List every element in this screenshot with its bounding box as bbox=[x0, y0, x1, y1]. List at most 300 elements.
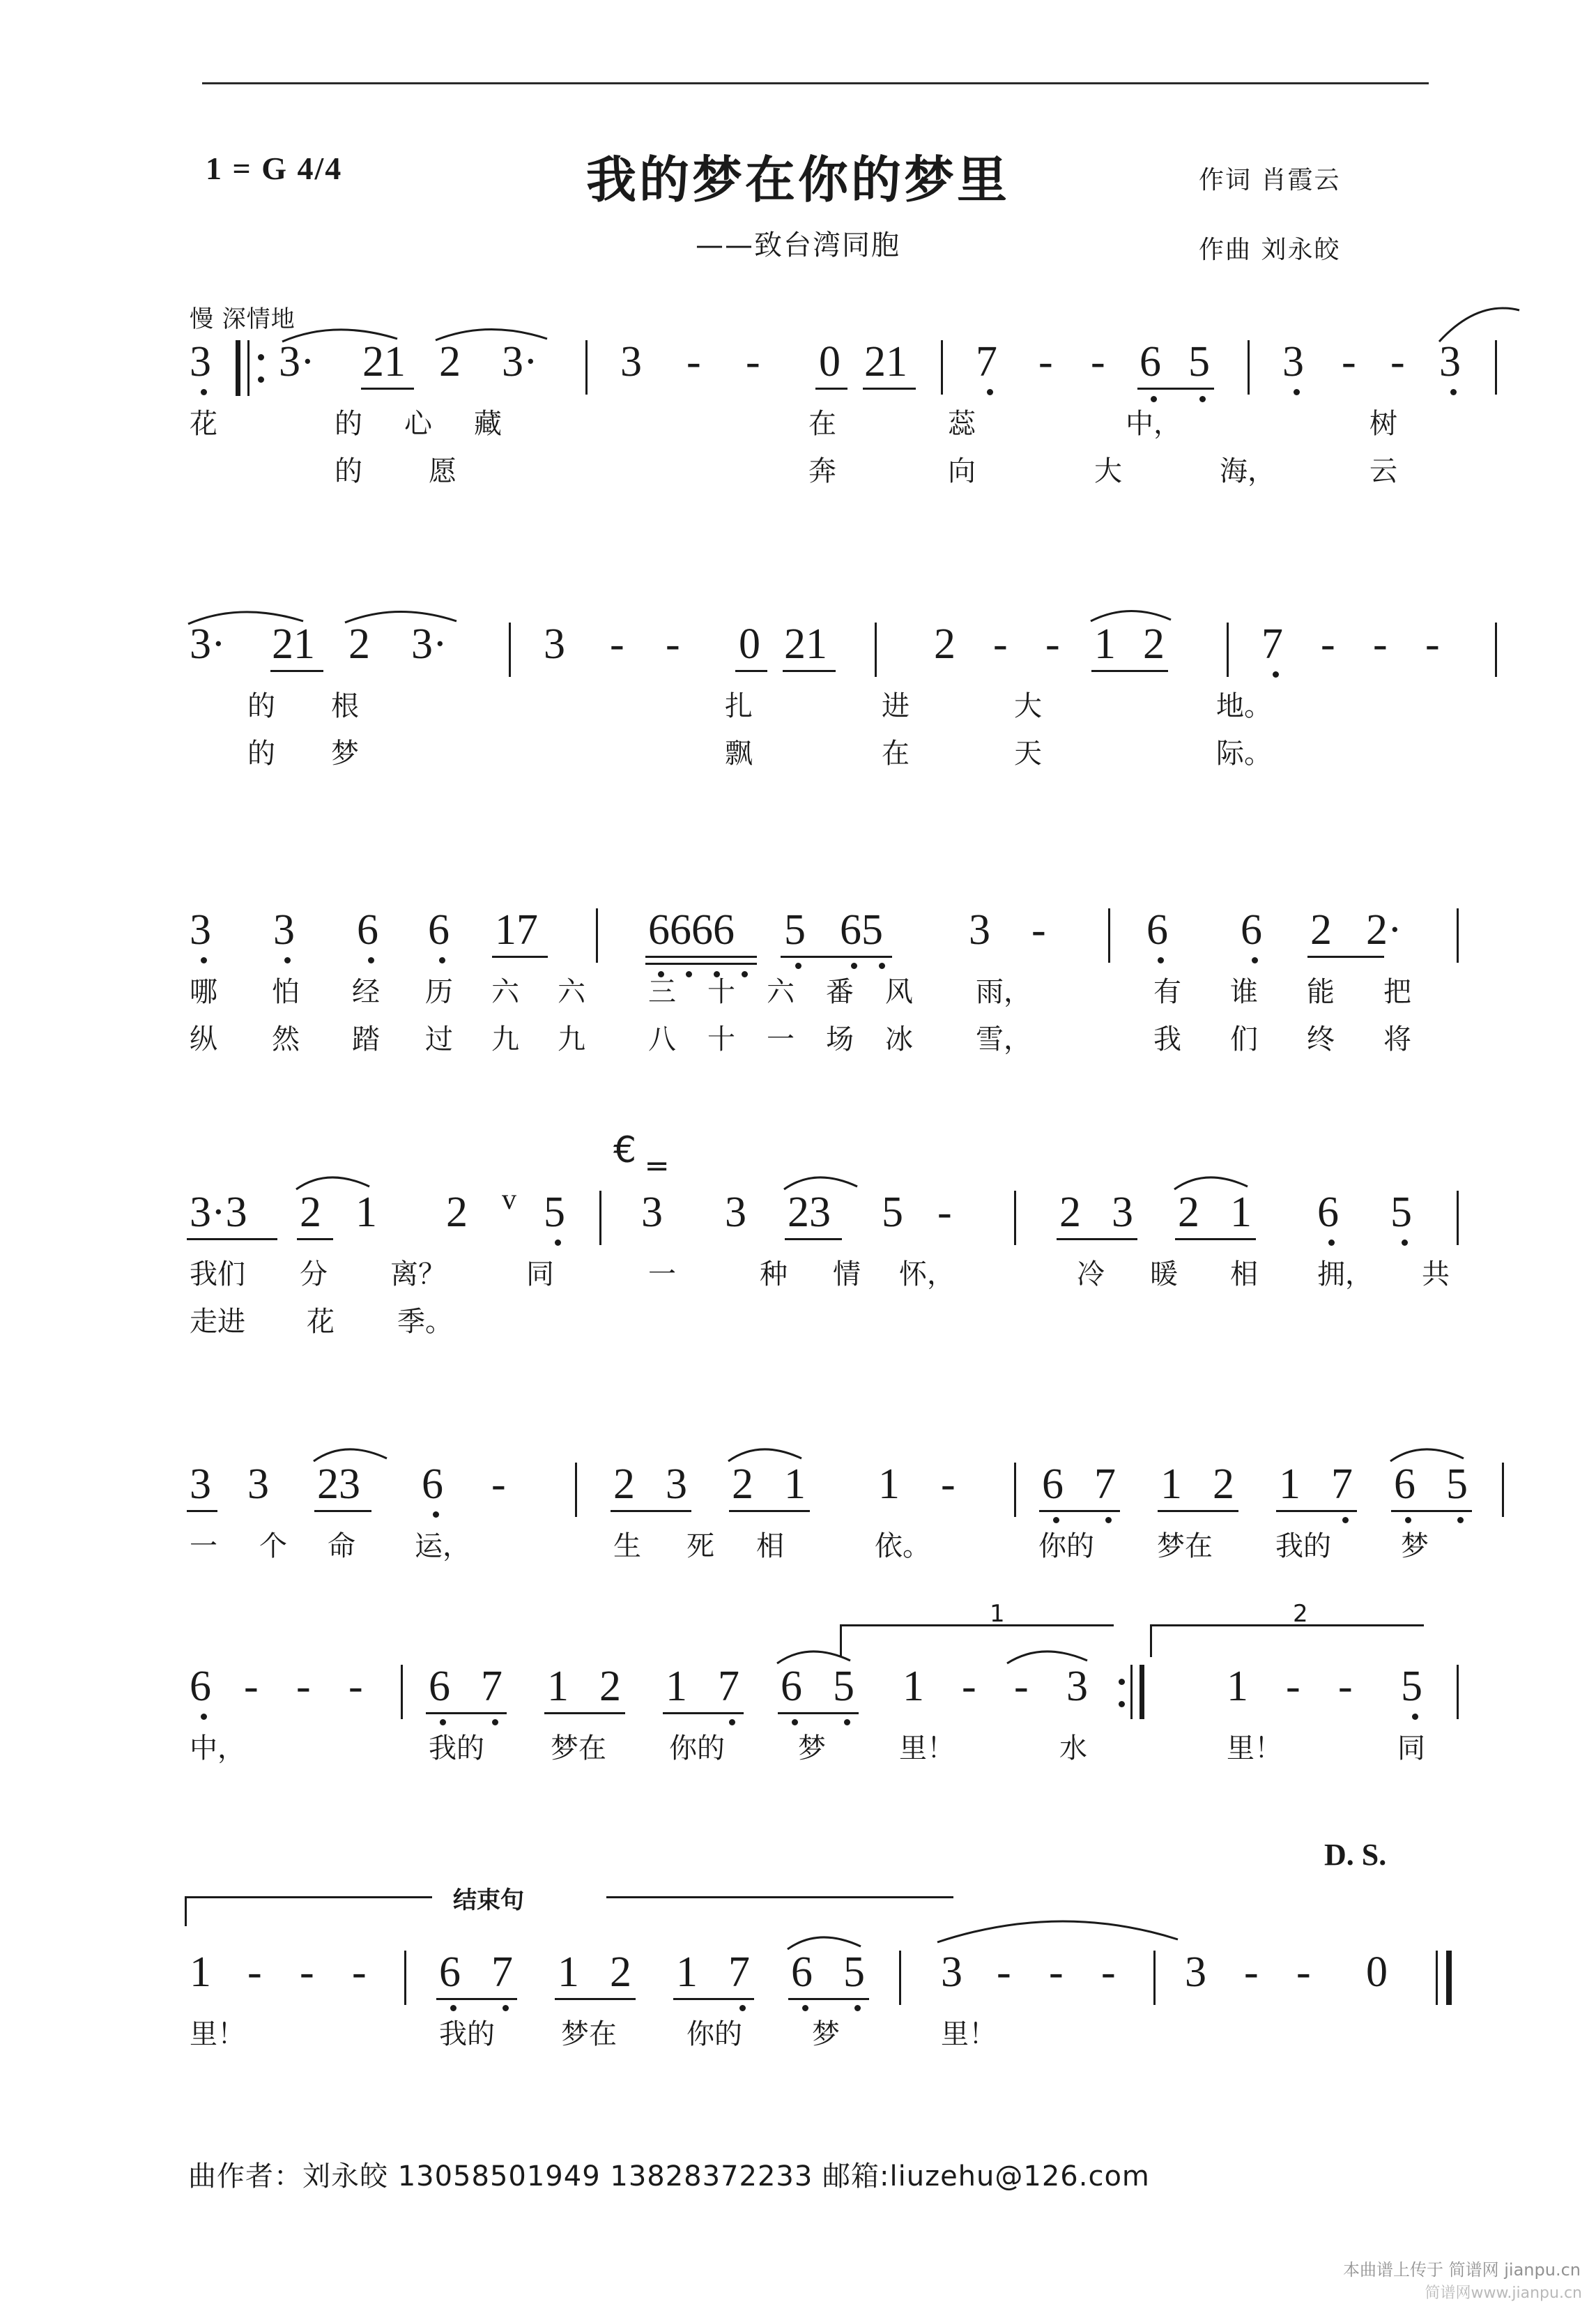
beam bbox=[863, 388, 916, 390]
slur bbox=[1436, 300, 1568, 349]
note: 0 bbox=[1366, 1948, 1388, 1996]
barline bbox=[1130, 1665, 1133, 1719]
lyric: 梦 bbox=[812, 2018, 840, 2050]
beam bbox=[270, 670, 323, 672]
system-2-notes bbox=[0, 610, 1596, 687]
note: - bbox=[1425, 620, 1440, 668]
octave-dot-low bbox=[284, 957, 291, 963]
lyric: 运， bbox=[415, 1530, 470, 1562]
lyric: 我的 bbox=[1275, 1530, 1331, 1562]
lyric: 雪， bbox=[976, 1023, 1031, 1055]
octave-dot-low bbox=[450, 2005, 456, 2011]
note: 6 bbox=[1042, 1460, 1064, 1508]
lyric: 同 bbox=[1397, 1732, 1425, 1764]
lyric: 怀， bbox=[899, 1258, 955, 1290]
lyric: 海， bbox=[1220, 455, 1275, 487]
barline bbox=[1014, 1191, 1016, 1245]
note: 17 bbox=[495, 906, 538, 954]
beam bbox=[673, 1998, 754, 2000]
system-2-lyrics-verse1 bbox=[0, 687, 1596, 735]
beam bbox=[785, 1238, 842, 1240]
system-6-lyrics-verse1 bbox=[0, 1729, 1596, 1778]
note: - bbox=[686, 338, 701, 386]
octave-dot-low bbox=[1457, 1517, 1464, 1523]
barline bbox=[1248, 340, 1250, 395]
note: 21 bbox=[362, 338, 406, 386]
beam bbox=[1391, 1510, 1472, 1512]
system-5-lyrics-verse1 bbox=[0, 1527, 1596, 1576]
note: 2 bbox=[1213, 1460, 1234, 1508]
octave-dot-low bbox=[854, 2005, 861, 2011]
barline bbox=[509, 623, 511, 677]
system-1-notes bbox=[0, 328, 1596, 404]
note: 7 bbox=[728, 1948, 750, 1996]
lyric: 水 bbox=[1059, 1732, 1087, 1764]
repeat-dot bbox=[1119, 1679, 1125, 1685]
barline bbox=[1495, 623, 1497, 677]
note: 3 bbox=[1185, 1948, 1206, 1996]
barline bbox=[1108, 908, 1110, 963]
beam bbox=[187, 1238, 277, 1240]
lyric: 有 bbox=[1153, 976, 1181, 1008]
note: 6 bbox=[1317, 1189, 1339, 1236]
note: 1 bbox=[1279, 1460, 1300, 1508]
beam bbox=[1175, 1238, 1256, 1240]
note: 3 bbox=[544, 620, 565, 668]
note: 1 bbox=[878, 1460, 900, 1508]
note: - bbox=[997, 1948, 1011, 1996]
note: 5 bbox=[1446, 1460, 1468, 1508]
slur bbox=[342, 602, 474, 630]
page-title: 我的梦在你的梦里 bbox=[585, 151, 1010, 209]
lyric: 经 bbox=[352, 976, 380, 1008]
beam bbox=[426, 1712, 507, 1714]
lyric: 将 bbox=[1383, 1023, 1411, 1055]
lyric: 六 bbox=[491, 976, 519, 1008]
note: - bbox=[1038, 338, 1053, 386]
octave-dot-low bbox=[1342, 1517, 1349, 1523]
octave-dot-low bbox=[368, 957, 374, 963]
note: - bbox=[1342, 338, 1356, 386]
note: 2 bbox=[732, 1460, 753, 1508]
barline bbox=[1457, 908, 1459, 963]
octave-dot-low bbox=[1412, 1714, 1418, 1720]
note: - bbox=[1049, 1948, 1064, 1996]
lyric: 场 bbox=[826, 1023, 854, 1055]
lyric: 离？ bbox=[390, 1258, 446, 1290]
lyric: 相 bbox=[756, 1530, 784, 1562]
system-3 bbox=[0, 896, 1596, 1070]
slur bbox=[293, 1167, 390, 1195]
note: - bbox=[746, 338, 760, 386]
note: 65 bbox=[840, 906, 883, 954]
key-signature: 1 = G 4/4 bbox=[206, 151, 343, 186]
note: 6 bbox=[1241, 906, 1262, 954]
octave-dot-low bbox=[1158, 957, 1164, 963]
system-3-lyrics-verse2 bbox=[0, 1021, 1596, 1070]
lyric: 树 bbox=[1369, 408, 1397, 440]
lyric: 的 bbox=[335, 408, 362, 440]
note: - bbox=[296, 1663, 311, 1710]
beam bbox=[645, 963, 757, 965]
octave-dot-low bbox=[439, 957, 445, 963]
lyric: 踏 bbox=[352, 1023, 380, 1055]
lyric: 命 bbox=[328, 1530, 355, 1562]
octave-dot-low bbox=[1328, 1240, 1335, 1246]
repeat-dot bbox=[258, 376, 264, 383]
octave-dot-low bbox=[492, 1719, 498, 1725]
system-3-notes bbox=[0, 896, 1596, 973]
lyric: 奔 bbox=[808, 455, 836, 487]
system-1 bbox=[0, 328, 1596, 502]
lyric: 分 bbox=[300, 1258, 328, 1290]
beam bbox=[314, 1510, 371, 1512]
repeat-dot bbox=[258, 354, 264, 360]
note: 7 bbox=[1261, 620, 1283, 668]
lyric: 大 bbox=[1094, 455, 1122, 487]
lyric: 飘 bbox=[725, 738, 753, 770]
beam bbox=[815, 388, 847, 390]
lyric: 个 bbox=[259, 1530, 287, 1562]
note: - bbox=[1373, 620, 1388, 668]
lyric: 谁 bbox=[1230, 976, 1258, 1008]
system-4-notes bbox=[0, 1178, 1596, 1255]
slur bbox=[934, 1907, 1185, 1949]
note: 3 bbox=[1112, 1189, 1133, 1236]
beam bbox=[735, 670, 767, 672]
lyric: 的 bbox=[335, 455, 362, 487]
note: 5 bbox=[833, 1663, 854, 1710]
note: 1 bbox=[355, 1189, 377, 1236]
octave-dot-low bbox=[739, 2005, 746, 2011]
lyric: 里！ bbox=[899, 1732, 955, 1764]
note: - bbox=[666, 620, 680, 668]
note: 3 bbox=[725, 1189, 746, 1236]
note: - bbox=[610, 620, 624, 668]
slur bbox=[185, 602, 324, 630]
lyric: 中， bbox=[190, 1732, 245, 1764]
lyric: 十 bbox=[707, 976, 735, 1008]
lyric: 我 bbox=[1153, 1023, 1181, 1055]
lyric: 风 bbox=[885, 976, 913, 1008]
note: 3 bbox=[190, 906, 211, 954]
lyric: 梦 bbox=[1401, 1530, 1429, 1562]
barline bbox=[401, 1665, 403, 1719]
note: 3 bbox=[190, 338, 211, 386]
note: - bbox=[1321, 620, 1335, 668]
lyric: 情 bbox=[833, 1258, 861, 1290]
barline bbox=[1140, 1665, 1144, 1719]
note: 5 bbox=[882, 1189, 903, 1236]
octave-dot-low bbox=[1199, 396, 1206, 402]
beam bbox=[1307, 956, 1384, 958]
lyric: 六 bbox=[558, 976, 585, 1008]
note: 6 bbox=[429, 1663, 450, 1710]
note: 3· bbox=[279, 338, 315, 386]
lyric: 际。 bbox=[1216, 738, 1272, 770]
lyric: 向 bbox=[948, 455, 976, 487]
watermark-upload: 本曲谱上传于 简谱网 jianpu.cn bbox=[1343, 2260, 1581, 2280]
beam bbox=[778, 1712, 859, 1714]
note: 2 bbox=[599, 1663, 621, 1710]
note: 2 bbox=[439, 338, 461, 386]
lyric: 你的 bbox=[669, 1732, 725, 1764]
note: 1 bbox=[676, 1948, 698, 1996]
top-divider-rule bbox=[202, 82, 1429, 84]
note: 5 bbox=[1401, 1663, 1422, 1710]
slur bbox=[310, 1439, 408, 1467]
slur bbox=[784, 1927, 882, 1955]
octave-dot-low bbox=[555, 1240, 561, 1246]
barline bbox=[1014, 1463, 1016, 1517]
lyric: 冰 bbox=[885, 1023, 913, 1055]
note: 1 bbox=[558, 1948, 579, 1996]
lyric: 九 bbox=[491, 1023, 519, 1055]
barline bbox=[941, 340, 943, 395]
note: 2 bbox=[613, 1460, 635, 1508]
beam bbox=[788, 1998, 869, 2000]
volta-2-label: 2 bbox=[1293, 1600, 1308, 1628]
system-4-lyrics-verse2 bbox=[0, 1304, 1596, 1352]
lyric: 蕊 bbox=[948, 408, 976, 440]
note: 21 bbox=[864, 338, 907, 386]
note: v bbox=[502, 1184, 516, 1216]
system-4-lyrics-verse1 bbox=[0, 1255, 1596, 1304]
lyric: 梦 bbox=[798, 1732, 826, 1764]
octave-dot-low bbox=[502, 2005, 509, 2011]
barline bbox=[599, 1191, 601, 1245]
slur bbox=[1171, 1167, 1268, 1195]
octave-dot-low bbox=[201, 1714, 207, 1720]
note: - bbox=[941, 1460, 956, 1508]
note: 1 bbox=[1094, 620, 1116, 668]
slur bbox=[1087, 602, 1192, 630]
lyric: 终 bbox=[1307, 1023, 1335, 1055]
slur bbox=[1387, 1439, 1484, 1467]
octave-dot-low bbox=[802, 2005, 808, 2011]
system-5-notes bbox=[0, 1450, 1596, 1527]
octave-dot-low bbox=[1252, 957, 1258, 963]
note: 3 bbox=[1439, 338, 1461, 386]
lyric: 雨， bbox=[976, 976, 1031, 1008]
barline bbox=[1457, 1665, 1459, 1719]
lyric: 依。 bbox=[875, 1530, 930, 1562]
note: 3· bbox=[411, 620, 447, 668]
lyric: 过 bbox=[425, 1023, 453, 1055]
note: - bbox=[352, 1948, 367, 1996]
note: - bbox=[491, 1460, 506, 1508]
note: 3 bbox=[620, 338, 642, 386]
lyric: 中， bbox=[1126, 408, 1181, 440]
octave-dot-low bbox=[1450, 389, 1457, 395]
volta-1-label: 1 bbox=[990, 1600, 1005, 1628]
note: - bbox=[1338, 1663, 1353, 1710]
tempo-expression-mark: 慢 深情地 bbox=[190, 305, 296, 333]
lyric: 大 bbox=[1014, 690, 1042, 722]
note: - bbox=[1045, 620, 1060, 668]
note: 2 bbox=[300, 1189, 321, 1236]
lyric: 死 bbox=[686, 1530, 714, 1562]
lyric: 花 bbox=[190, 408, 217, 440]
note: 5 bbox=[784, 906, 806, 954]
contact-footer: 曲作者：刘永皎 13058501949 13828372233 邮箱:liuzehu@126.com bbox=[188, 2160, 1150, 2192]
lyric: 在 bbox=[808, 408, 836, 440]
beam bbox=[492, 956, 548, 958]
lyric: 花 bbox=[307, 1306, 335, 1338]
note: 2 bbox=[1310, 906, 1332, 954]
lyric: 十 bbox=[707, 1023, 735, 1055]
octave-dot-low bbox=[440, 1719, 446, 1725]
note: 6666 bbox=[648, 906, 735, 954]
barline bbox=[404, 1951, 406, 2005]
note: 3 bbox=[247, 1460, 269, 1508]
lyric: 我的 bbox=[429, 1732, 484, 1764]
note: 3 bbox=[1282, 338, 1304, 386]
note: 6 bbox=[190, 1663, 211, 1710]
note: 2 bbox=[610, 1948, 631, 1996]
note: - bbox=[1031, 906, 1046, 954]
barline bbox=[575, 1463, 577, 1517]
note: 6 bbox=[1394, 1460, 1415, 1508]
lyric: 的 bbox=[247, 690, 275, 722]
watermark-site: 简谱网www.jianpu.cn bbox=[1425, 2285, 1582, 2302]
lyric: 一 bbox=[767, 1023, 795, 1055]
note: - bbox=[1296, 1948, 1311, 1996]
beam bbox=[663, 1712, 744, 1714]
octave-dot-low bbox=[792, 1719, 798, 1725]
lyric: 进 bbox=[882, 690, 910, 722]
lyric: 哪 bbox=[190, 976, 217, 1008]
beam bbox=[361, 388, 414, 390]
note: 3 bbox=[941, 1948, 962, 1996]
note: 21 bbox=[272, 620, 315, 668]
note: 2 bbox=[348, 620, 370, 668]
lyric: 相 bbox=[1230, 1258, 1258, 1290]
note: 6 bbox=[1140, 338, 1161, 386]
note: - bbox=[247, 1948, 262, 1996]
barline bbox=[1153, 1951, 1156, 2005]
lyric: 同 bbox=[526, 1258, 554, 1290]
final-barline bbox=[1446, 1951, 1452, 2005]
beam bbox=[1158, 1510, 1238, 1512]
barline bbox=[585, 340, 588, 395]
note: - bbox=[937, 1189, 952, 1236]
lyric: 番 bbox=[826, 976, 854, 1008]
beam bbox=[1276, 1510, 1357, 1512]
octave-dot-low bbox=[844, 1719, 850, 1725]
barline bbox=[247, 340, 250, 396]
note: - bbox=[1091, 338, 1105, 386]
note: 6 bbox=[781, 1663, 802, 1710]
lyric: 心 bbox=[404, 408, 432, 440]
note: 7 bbox=[491, 1948, 513, 1996]
beam bbox=[555, 1998, 636, 2000]
note: 3 bbox=[666, 1460, 687, 1508]
beam bbox=[1057, 1238, 1137, 1240]
system-1-lyrics-verse1 bbox=[0, 404, 1596, 453]
ds-mark: D. S. bbox=[1324, 1838, 1387, 1872]
lyric: 把 bbox=[1383, 976, 1411, 1008]
slur bbox=[1004, 1641, 1108, 1669]
note: 6 bbox=[428, 906, 450, 954]
beam bbox=[645, 956, 757, 958]
note: 1 bbox=[1230, 1189, 1252, 1236]
note: 6 bbox=[422, 1460, 443, 1508]
note: 7 bbox=[1094, 1460, 1116, 1508]
note: - bbox=[348, 1663, 363, 1710]
barline bbox=[1502, 1463, 1504, 1517]
note: 5 bbox=[1390, 1189, 1412, 1236]
lyric: 地。 bbox=[1216, 690, 1272, 722]
final-barline bbox=[1436, 1951, 1438, 2005]
note: 3 bbox=[1066, 1663, 1088, 1710]
lyric: 扎 bbox=[725, 690, 753, 722]
octave-dot-low bbox=[987, 389, 993, 395]
note: 6 bbox=[791, 1948, 813, 1996]
lyric: 梦在 bbox=[551, 1732, 606, 1764]
octave-dot-low bbox=[1405, 1517, 1411, 1523]
octave-dot-low bbox=[201, 389, 207, 395]
lyric: 你的 bbox=[1038, 1530, 1094, 1562]
octave-dot-low bbox=[879, 963, 885, 969]
lyric: 里！ bbox=[190, 2018, 245, 2050]
lyric: 藏 bbox=[474, 408, 502, 440]
lyric: 你的 bbox=[686, 2018, 742, 2050]
lyric: 在 bbox=[882, 738, 910, 770]
note: 2· bbox=[1366, 906, 1402, 954]
note: 21 bbox=[784, 620, 827, 668]
beam bbox=[436, 1998, 517, 2000]
system-6 bbox=[0, 1600, 1596, 1778]
barline bbox=[1227, 623, 1229, 677]
note: 5 bbox=[544, 1189, 565, 1236]
note: - bbox=[1390, 338, 1405, 386]
lyric: 根 bbox=[331, 690, 359, 722]
lyric: 们 bbox=[1230, 1023, 1258, 1055]
note: 1 bbox=[190, 1948, 211, 1996]
system-2 bbox=[0, 610, 1596, 784]
note: 3·3 bbox=[190, 1189, 247, 1236]
credit-lyricist: 作词 肖霞云 bbox=[1199, 166, 1341, 195]
slur bbox=[774, 1641, 871, 1669]
note: - bbox=[1014, 1663, 1029, 1710]
octave-dot-low bbox=[729, 1719, 735, 1725]
system-6-notes bbox=[0, 1652, 1596, 1729]
lyric: 怕 bbox=[272, 976, 300, 1008]
beam bbox=[729, 1510, 810, 1512]
lyric: 里！ bbox=[941, 2018, 997, 2050]
barline bbox=[875, 623, 877, 677]
note: 1 bbox=[666, 1663, 687, 1710]
note: - bbox=[962, 1663, 976, 1710]
slur bbox=[781, 1167, 878, 1195]
beam bbox=[781, 956, 892, 958]
slur bbox=[432, 319, 565, 347]
lyric: 生 bbox=[613, 1530, 641, 1562]
lyric: 走进 bbox=[190, 1306, 245, 1338]
system-7-lyrics-verse1 bbox=[0, 2015, 1596, 2064]
beam bbox=[297, 1238, 333, 1240]
note: 3 bbox=[969, 906, 990, 954]
system-7-notes bbox=[0, 1938, 1596, 2015]
barline bbox=[596, 908, 598, 963]
beam bbox=[1091, 670, 1168, 672]
lyric: 暖 bbox=[1150, 1258, 1178, 1290]
lyric: 历 bbox=[425, 976, 453, 1008]
lyric: 我的 bbox=[439, 2018, 495, 2050]
repeat-dot bbox=[1119, 1701, 1125, 1707]
note: 1 bbox=[547, 1663, 569, 1710]
